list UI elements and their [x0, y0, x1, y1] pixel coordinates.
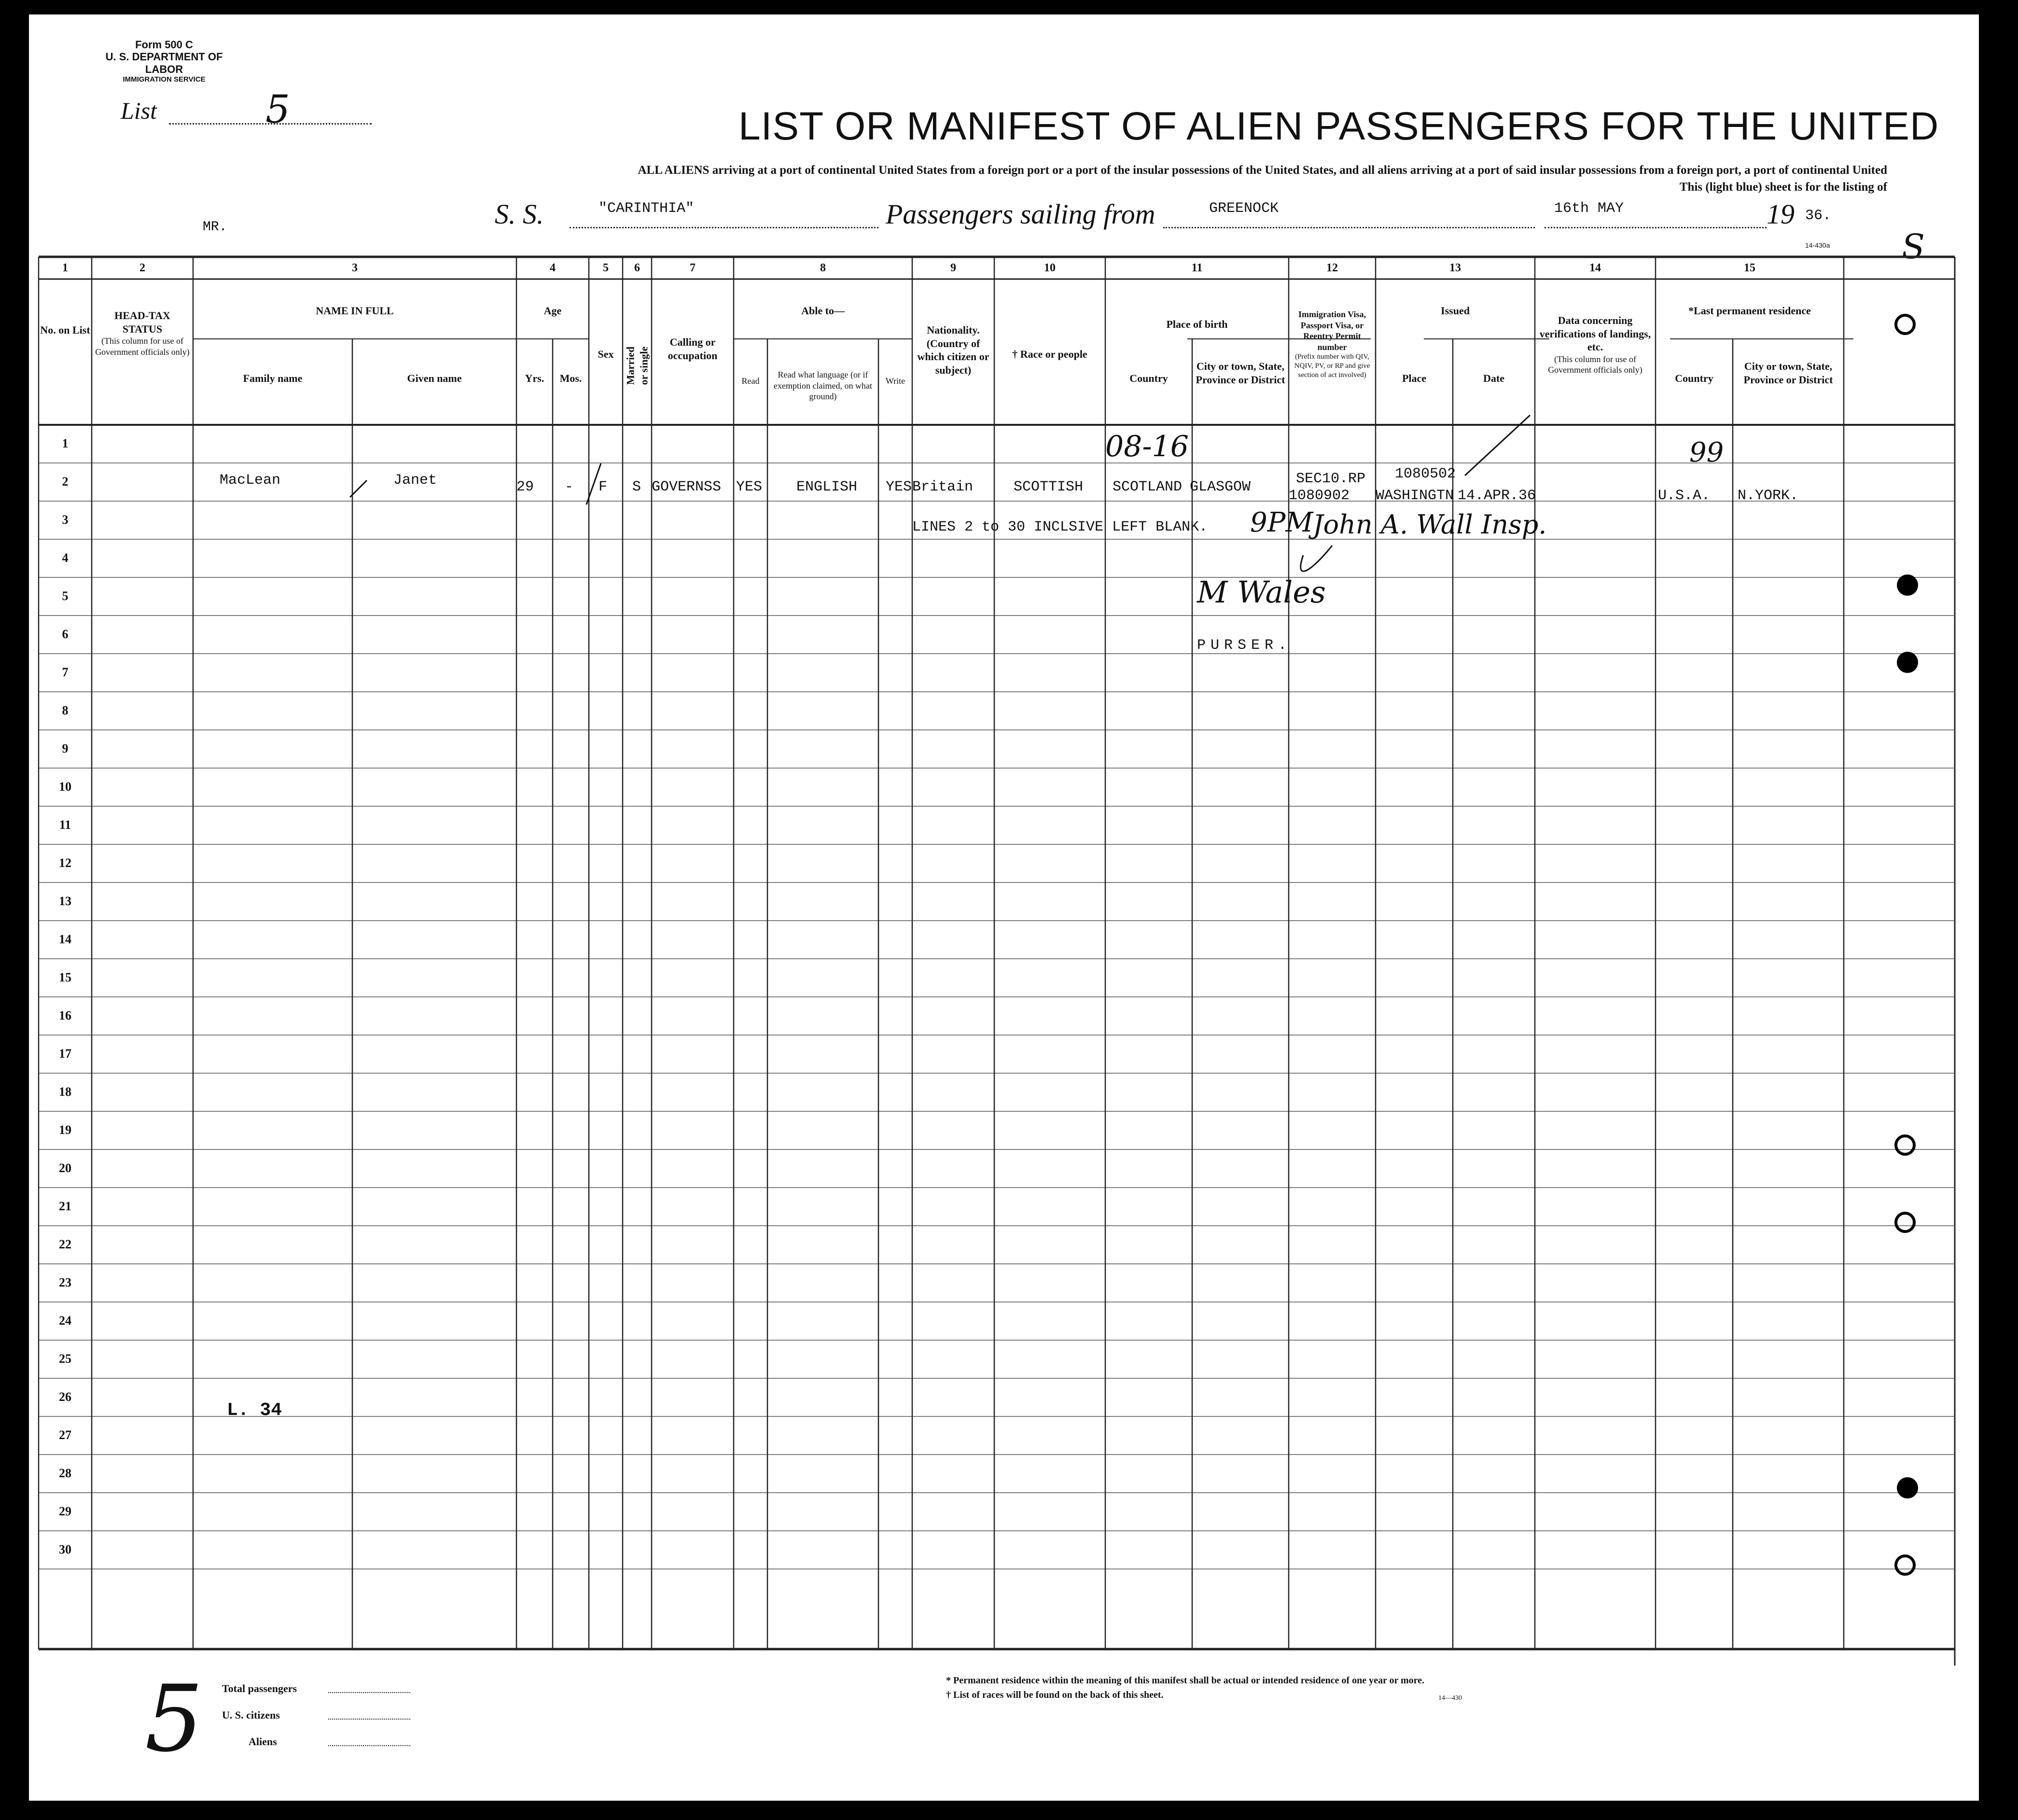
- form-number: Form 500 C: [135, 39, 193, 51]
- entry-age-months: -: [565, 479, 574, 495]
- column-number: 5: [603, 262, 609, 274]
- handwritten-time: 9PM: [1250, 507, 1313, 538]
- purser-signature: M Wales: [1197, 574, 1326, 610]
- punch-hole: [1894, 1212, 1916, 1233]
- entry-age-years: 29: [516, 479, 534, 495]
- intro-line-1: ALL ALIENS arriving at a port of continental United States from a foreign port or a port of the insular possessions of the United States, and all aliens arriving at a port of said insular possessions from a foreign port, a port of continental United: [638, 164, 1887, 177]
- header-no-on-list: No. on List: [40, 324, 90, 336]
- entry-visa-line2: 1080902: [1289, 488, 1350, 504]
- row-number: 28: [59, 1466, 71, 1480]
- header-read: Read: [741, 376, 760, 386]
- intro-line-2: This (light blue) sheet is for the listing of: [1679, 181, 1887, 194]
- row-number: 13: [59, 894, 71, 908]
- header-mos: Mos.: [559, 372, 582, 384]
- footer-total-line: [328, 1692, 410, 1693]
- header-visa-note: (Prefix number with QIV, NQIV, PV, or RP and give section of act involved): [1294, 353, 1370, 379]
- signature-flourish: [1301, 546, 1332, 571]
- service-name: IMMIGRATION SERVICE: [123, 75, 206, 84]
- column-number: 8: [820, 262, 826, 274]
- row-number: 14: [59, 932, 71, 946]
- check-mark: [586, 463, 601, 504]
- header-visa-title: Immigration Visa, Passport Visa, or Reentry Permit number: [1298, 309, 1366, 352]
- column-number: 2: [139, 262, 145, 274]
- page-title: LIST OR MANIFEST OF ALIEN PASSENGERS FOR THE UNITED: [738, 104, 1939, 148]
- row-number: 18: [59, 1085, 71, 1099]
- row-number: 2: [62, 475, 69, 489]
- header-birth-country: Country: [1129, 372, 1168, 384]
- row-number: 15: [59, 970, 71, 984]
- check-mark: [1465, 415, 1530, 476]
- row-number: 5: [62, 589, 69, 603]
- form-code-top: 14-430a: [1805, 241, 1830, 249]
- row-number: 23: [59, 1275, 71, 1289]
- row-number: 24: [59, 1314, 71, 1328]
- header-given-name: Given name: [407, 372, 462, 384]
- header-married: Married or single: [624, 346, 650, 385]
- ship-name: "CARINTHIA": [598, 200, 695, 217]
- departure-port: GREENOCK: [1209, 200, 1279, 217]
- header-race: † Race or people: [1012, 348, 1087, 360]
- row25-note: L. 34: [227, 1400, 282, 1421]
- header-head-tax-note: (This column for use of Government officials only): [95, 336, 190, 357]
- row-number: 16: [59, 1008, 71, 1022]
- entry-language: ENGLISH: [796, 479, 858, 495]
- sailing-label: Passengers sailing from: [886, 198, 1155, 230]
- department-name: U. S. DEPARTMENT OF LABOR: [105, 51, 223, 75]
- header-last-residence: *Last permanent residence: [1688, 305, 1811, 317]
- column-number: 15: [1744, 262, 1755, 274]
- header-res-country: Country: [1675, 372, 1713, 384]
- header-head-tax-title: HEAD-TAX STATUS: [114, 309, 170, 335]
- column-number: 3: [352, 262, 358, 274]
- header-sex: Sex: [598, 348, 614, 360]
- year-prefix: 19: [1767, 198, 1795, 230]
- header-place-of-birth: Place of birth: [1166, 318, 1228, 330]
- header-read-language: Read what language (or if exemption claimed, on what ground): [774, 370, 872, 401]
- column-number: 14: [1589, 262, 1601, 274]
- entry-read: YES: [736, 479, 763, 495]
- column-number: 1: [62, 262, 68, 274]
- departure-date: 16th MAY: [1554, 200, 1624, 217]
- footer-total-label: Total passengers: [222, 1682, 297, 1694]
- column-number: 9: [950, 262, 956, 274]
- row-number: 29: [59, 1504, 71, 1518]
- punch-hole: [1894, 1134, 1916, 1156]
- entry-issued-place: WASHINGTN: [1376, 488, 1454, 504]
- mr-label: MR.: [203, 220, 227, 235]
- header-res-city: City or town, State, Province or District: [1743, 360, 1833, 386]
- footer-form-code: 14—430: [1438, 1694, 1462, 1702]
- handwritten-residence-code: 99: [1689, 437, 1724, 468]
- column-number: 13: [1449, 262, 1461, 274]
- footer-note-races: † List of races will be found on the back of this sheet.: [946, 1690, 1164, 1700]
- row-number: 25: [59, 1352, 71, 1366]
- header-age: Age: [543, 305, 562, 317]
- entry-issued-number: 1080502: [1395, 466, 1456, 482]
- entry-birth-city: GLASGOW: [1190, 479, 1251, 495]
- row-number: 3: [62, 513, 69, 527]
- row-number: 20: [59, 1161, 71, 1175]
- entry-family-name: MacLean: [220, 472, 281, 489]
- year-suffix: 36.: [1805, 208, 1832, 224]
- header-issued-place: Place: [1402, 372, 1427, 384]
- row-number: 27: [59, 1428, 71, 1442]
- column-number: 7: [690, 262, 696, 274]
- entry-birth-country: SCOTLAND: [1113, 479, 1183, 495]
- column-number: 4: [550, 262, 556, 274]
- row-number: 30: [59, 1542, 71, 1556]
- footer-aliens-line: [328, 1745, 410, 1746]
- header-issued-date: Date: [1483, 372, 1504, 384]
- column-number: 6: [634, 262, 640, 274]
- header-issued: Issued: [1441, 305, 1470, 317]
- entry-res-city: N.YORK.: [1738, 488, 1799, 504]
- punch-hole: [1897, 1477, 1918, 1498]
- list-number: 5: [265, 87, 290, 132]
- row-number: 7: [62, 665, 69, 679]
- header-nationality: Nationality. (Country of which citizen or subject): [917, 324, 989, 376]
- row-number: 11: [59, 818, 71, 832]
- column-number: 12: [1326, 262, 1338, 274]
- entry-visa-line1: SEC10.RP: [1296, 471, 1366, 487]
- header-able-to: Able to—: [801, 305, 845, 317]
- footer-citizens-line: [328, 1719, 410, 1720]
- inspector-signature: John A. Wall Insp.: [1313, 509, 1547, 540]
- punch-hole: [1894, 1554, 1916, 1576]
- footer-aliens-label: Aliens: [249, 1736, 277, 1748]
- row-number: 17: [59, 1047, 71, 1061]
- list-label: List: [121, 97, 157, 124]
- punch-hole: [1897, 652, 1918, 673]
- punch-hole: [1894, 314, 1916, 335]
- entry-sex: F: [598, 479, 608, 495]
- footer-citizens-label: U. S. citizens: [222, 1709, 280, 1721]
- purser-label: PURSER.: [1197, 637, 1292, 654]
- corner-mark: S: [1902, 227, 1925, 266]
- header-write: Write: [885, 376, 905, 386]
- row-number: 19: [59, 1123, 71, 1137]
- entry-write: YES: [886, 479, 912, 495]
- header-family-name: Family name: [243, 372, 303, 384]
- row-number: 22: [59, 1237, 71, 1251]
- entry-issued-date: 14.APR.36: [1458, 488, 1536, 504]
- punch-hole: [1897, 574, 1918, 596]
- row-number: 10: [59, 780, 71, 794]
- row-number: 26: [59, 1390, 71, 1404]
- header-verifications-note: (This column for use of Government officials only): [1548, 354, 1642, 375]
- entry-occupation: GOVERNSS: [652, 479, 722, 495]
- header-verifications-title: Data concerning verifications of landings, etc.: [1539, 314, 1651, 353]
- row-number: 1: [62, 436, 69, 450]
- row-number: 4: [62, 551, 69, 565]
- ss-label: S. S.: [495, 198, 544, 230]
- column-number: 10: [1044, 262, 1056, 274]
- header-calling: Calling or occupation: [668, 336, 718, 362]
- entry-nationality: Britain: [912, 479, 974, 495]
- header-birth-city: City or town, State, Province or District: [1196, 360, 1285, 386]
- header-name-in-full: NAME IN FULL: [316, 305, 394, 317]
- header-yrs: Yrs.: [525, 372, 544, 384]
- entry-given-name: Janet: [393, 472, 437, 489]
- check-mark: [350, 480, 367, 497]
- margin-number: 5: [145, 1666, 203, 1772]
- manifest-sheet: [29, 14, 1979, 1801]
- handwriting-strokes: [29, 14, 1979, 1801]
- entry-res-country: U.S.A.: [1658, 488, 1711, 504]
- entry-race: SCOTTISH: [1014, 479, 1084, 495]
- entry-married: S: [632, 479, 641, 495]
- handwritten-birth-code: 08-16: [1105, 430, 1189, 463]
- footer-note-residence: * Permanent residence within the meaning of this manifest shall be actual or intended residence of one year or more.: [946, 1675, 1425, 1686]
- row-number: 21: [59, 1199, 71, 1213]
- row-number: 12: [59, 856, 71, 870]
- row-number: 8: [62, 703, 69, 717]
- lines-left-blank-note: LINES 2 to 30 INCLSIVE LEFT BLANK.: [912, 519, 1208, 535]
- column-number: 11: [1191, 262, 1203, 274]
- row-number: 6: [62, 627, 69, 641]
- row-number: 9: [62, 742, 69, 756]
